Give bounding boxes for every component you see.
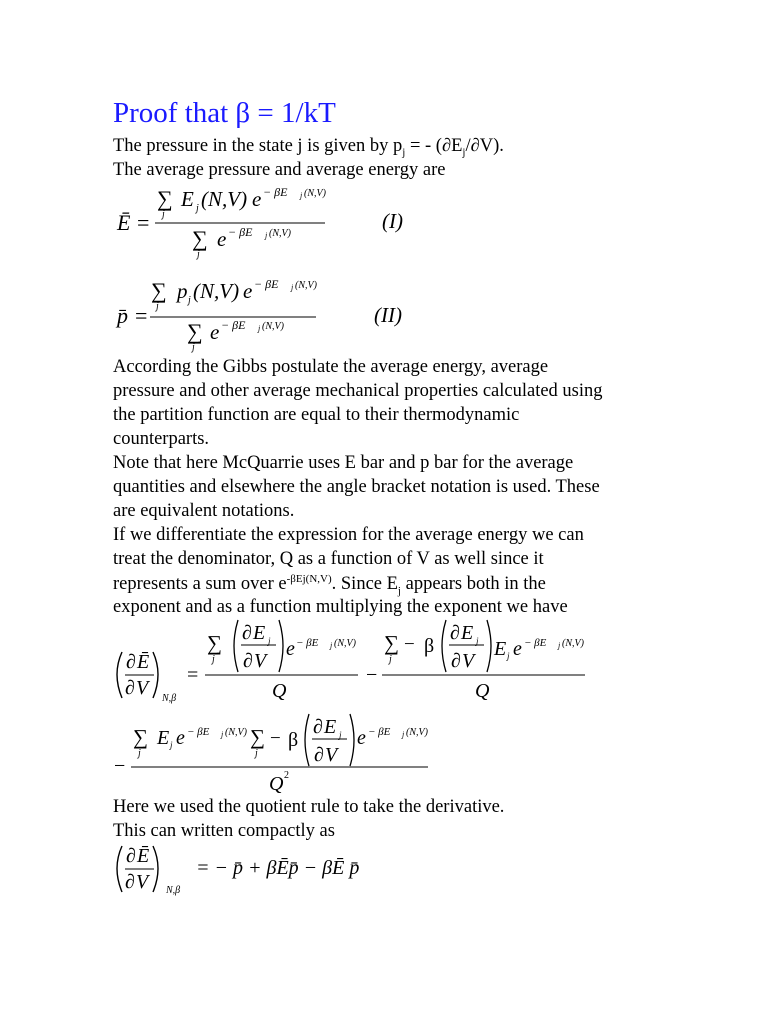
exp-args: (N,V) xyxy=(295,280,317,291)
exp-sub: j xyxy=(402,730,405,739)
partial: ∂ xyxy=(451,650,461,672)
exp-sub: j xyxy=(330,641,333,650)
subscript: j xyxy=(402,146,406,159)
text-line: treat the denominator, Q as a function of V as well since it xyxy=(113,549,544,569)
text-segment: represents a sum over e xyxy=(113,574,287,595)
exp-args: (N,V) xyxy=(225,727,247,738)
text-line: pressure and other average mechanical properties calculated using xyxy=(113,381,603,401)
exp-base: e xyxy=(513,638,522,660)
sum-index: j xyxy=(138,748,141,759)
exp-base: e xyxy=(210,320,220,344)
exp-base: e xyxy=(243,279,253,303)
v-symbol: V xyxy=(136,871,149,893)
partial: ∂ xyxy=(126,845,136,867)
v-symbol: V xyxy=(462,650,475,672)
v-symbol: V xyxy=(254,650,267,672)
exp-base: e xyxy=(217,227,227,251)
exp-base: e xyxy=(176,727,185,749)
exp-sub: j xyxy=(258,324,261,333)
text-segment: The pressure in the state j is given by p xyxy=(113,136,403,156)
subscript: j xyxy=(196,203,199,214)
exp-part: − βE xyxy=(263,185,288,199)
energy-symbol: E xyxy=(461,622,474,644)
partial-denominator: ∂ xyxy=(125,677,135,699)
text-segment: . Since E xyxy=(331,574,398,595)
text-line: are equivalent notations. xyxy=(113,501,295,521)
text-line: counterparts. xyxy=(113,429,210,449)
exponent: 2 xyxy=(284,770,289,781)
sum-symbol: ∑ xyxy=(192,226,208,251)
minus-sign: − xyxy=(114,755,126,777)
subscript: j xyxy=(170,740,173,750)
exp-sub: j xyxy=(291,283,294,292)
v-symbol: V xyxy=(136,677,149,699)
exp-part: − βE xyxy=(228,225,253,239)
exp-args: (N,V) xyxy=(334,638,356,649)
exp-part: − βE xyxy=(187,726,210,738)
superscript: -βEj(N,V) xyxy=(286,573,332,585)
exp-args: (N,V) xyxy=(269,228,291,239)
sum-index: j xyxy=(212,654,215,665)
constant-subscript: N,β xyxy=(162,693,177,704)
sum-symbol: ∑ xyxy=(151,278,167,303)
exp-sub: j xyxy=(265,231,268,240)
sum-index: j xyxy=(389,654,392,665)
exp-sub: j xyxy=(558,641,561,650)
text-line xyxy=(113,574,546,597)
sum-index: j xyxy=(197,249,200,260)
energy-symbol: E xyxy=(494,638,507,660)
exp-sub: j xyxy=(300,191,303,200)
text-segment: = - (∂E xyxy=(405,136,463,156)
exp-base: e xyxy=(286,638,295,660)
energy-symbol: E xyxy=(181,187,194,211)
text-line: Note that here McQuarrie uses E bar and p bar for the average xyxy=(113,453,574,473)
subscript: j xyxy=(397,584,401,597)
constant-subscript: N,β xyxy=(166,885,181,896)
equals-sign: = xyxy=(187,664,199,686)
q-symbol: Q xyxy=(269,773,284,795)
exp-base: e xyxy=(252,187,262,211)
q-symbol: Q xyxy=(475,680,490,702)
ebar-symbol: Ē xyxy=(137,845,150,867)
pressure-symbol: p xyxy=(177,279,188,303)
text-line: quantities and elsewhere the angle bracket notation is used. These xyxy=(113,477,600,497)
text-segment: /∂V). xyxy=(465,136,504,156)
sum-symbol: ∑ xyxy=(187,319,203,344)
exp-args: (N,V) xyxy=(562,638,584,649)
equation-I xyxy=(116,185,403,260)
sum-symbol: ∑ xyxy=(133,725,148,749)
sum-index: j xyxy=(255,748,258,759)
text-line: Here we used the quotient rule to take the derivative. xyxy=(113,797,505,817)
exp-part: − βE xyxy=(221,318,246,332)
partial: ∂ xyxy=(314,744,324,766)
equation-label: (II) xyxy=(374,303,402,327)
minus-sign: − xyxy=(404,634,415,655)
equation-II xyxy=(115,277,402,353)
minus-sign: − xyxy=(366,664,378,686)
ebar-symbol: Ē xyxy=(117,210,131,235)
equals-sign: = xyxy=(137,210,150,235)
equals-sign: = xyxy=(135,303,148,328)
text-line: the partition function are equal to their thermodynamic xyxy=(113,405,520,425)
minus-sign: − xyxy=(270,728,281,749)
args: (N,V) xyxy=(201,187,248,211)
text-line: exponent and as a function multiplying the exponent we have xyxy=(113,597,568,617)
beta-symbol: β xyxy=(288,729,299,751)
partial-numerator: ∂ xyxy=(126,651,136,673)
exp-sub: j xyxy=(221,730,224,739)
partial: ∂ xyxy=(125,871,135,893)
exp-args: (N,V) xyxy=(304,188,326,199)
exp-part: − βE xyxy=(254,277,279,291)
sum-index: j xyxy=(162,209,165,220)
energy-symbol: E xyxy=(253,622,266,644)
exp-part: − βE xyxy=(368,726,391,738)
equation-compact xyxy=(117,845,359,896)
sum-symbol: ∑ xyxy=(207,631,222,655)
subscript: j xyxy=(462,146,466,159)
sum-symbol: ∑ xyxy=(384,631,399,655)
sum-symbol: ∑ xyxy=(157,186,173,211)
ebar-symbol: Ē xyxy=(137,651,150,673)
exp-part: − βE xyxy=(524,637,547,649)
subscript: j xyxy=(268,636,271,646)
subscript: j xyxy=(507,651,510,661)
text-line: The average pressure and average energy are xyxy=(113,160,446,180)
subscript: j xyxy=(188,295,191,306)
partial: ∂ xyxy=(313,716,323,738)
exp-args: (N,V) xyxy=(262,321,284,332)
page-title: Proof that β = 1/kT xyxy=(113,97,336,129)
pbar-symbol: p̄ xyxy=(117,303,128,328)
sum-index: j xyxy=(156,301,159,312)
sum-symbol: ∑ xyxy=(250,725,265,749)
partial: ∂ xyxy=(450,622,460,644)
energy-symbol: E xyxy=(324,716,337,738)
right-hand-side: = − p̄ + βĒp̄ − βĒ p̄ xyxy=(196,857,360,879)
exp-base: e xyxy=(357,727,366,749)
partial: ∂ xyxy=(243,650,253,672)
exp-args: (N,V) xyxy=(406,727,428,738)
args: (N,V) xyxy=(193,279,240,303)
subscript: j xyxy=(476,636,479,646)
equation-derivative xyxy=(114,620,585,795)
exp-part: − βE xyxy=(296,637,319,649)
equation-label: (I) xyxy=(382,209,403,233)
text-line: If we differentiate the expression for the average energy we can xyxy=(113,525,584,545)
sum-index: j xyxy=(192,342,195,353)
text-line: According the Gibbs postulate the average energy, average xyxy=(113,357,549,377)
text-segment: appears both in the xyxy=(400,574,546,595)
q-symbol: Q xyxy=(272,680,287,702)
subscript: j xyxy=(339,730,342,740)
partial: ∂ xyxy=(242,622,252,644)
v-symbol: V xyxy=(325,744,338,766)
energy-symbol: E xyxy=(157,727,170,749)
text-line: This can written compactly as xyxy=(113,821,335,841)
beta-symbol: β xyxy=(424,635,435,657)
